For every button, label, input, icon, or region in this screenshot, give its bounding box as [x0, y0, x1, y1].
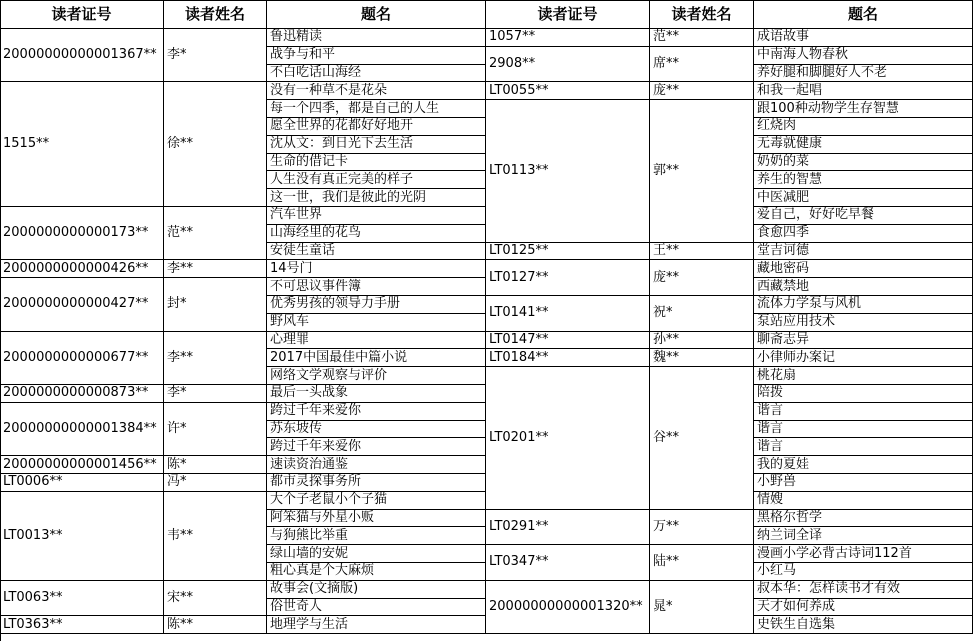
- book-title-cell: 最后一头战象: [267, 385, 486, 403]
- reader-id-cell: LT0013**: [0, 492, 164, 581]
- book-title-cell: 无毒就健康: [754, 136, 973, 154]
- book-title-cell: 野风车: [267, 314, 486, 332]
- reader-name-cell: 韦**: [164, 492, 267, 581]
- book-title-cell: 泵站应用技术: [754, 314, 973, 332]
- reader-id-cell: 2000000000000677**: [0, 332, 164, 385]
- book-title-cell: 安徒生童话: [267, 243, 486, 261]
- reader-id-cell: LT0347**: [486, 545, 650, 581]
- book-title-cell: 桃花扇: [754, 367, 973, 385]
- reader-id-cell: LT0055**: [486, 82, 650, 100]
- reader-id-cell: LT0113**: [486, 100, 650, 242]
- book-title-cell: 陪拨: [754, 385, 973, 403]
- reader-name-cell: 范**: [164, 207, 267, 260]
- reader-id-cell: 20000000000001384**: [0, 403, 164, 456]
- book-title-cell: 故事会(文摘版): [267, 581, 486, 599]
- reader-name-cell: 庞**: [650, 82, 754, 100]
- book-title-cell: 跨过千年来爱你: [267, 438, 486, 456]
- reader-name-cell: 席**: [650, 47, 754, 83]
- reader-id-cell: 2000000000000873**: [0, 385, 164, 403]
- book-title-cell: 阿笨猫与外星小贩: [267, 510, 486, 528]
- book-title-cell: 藏地密码: [754, 260, 973, 278]
- book-title-cell: 小野兽: [754, 474, 973, 492]
- book-title-cell: 不可思议事件簿: [267, 278, 486, 296]
- reader-name-cell: 谷**: [650, 367, 754, 509]
- reader-name-cell: 庞**: [650, 260, 754, 296]
- book-title-cell: 中南海人物春秋: [754, 47, 973, 65]
- reader-id-cell: 2000000000000427**: [0, 278, 164, 331]
- header-reader-name: 读者姓名: [164, 0, 267, 29]
- reader-name-cell: 范**: [650, 29, 754, 47]
- reader-id-cell: LT0201**: [486, 367, 650, 509]
- book-title-cell: 和我一起唱: [754, 82, 973, 100]
- book-title-cell: 小红马: [754, 563, 973, 581]
- book-title-cell: 跨过千年来爱你: [267, 403, 486, 421]
- book-title-cell: 绿山墙的安妮: [267, 545, 486, 563]
- reader-name-cell: 陈**: [164, 616, 267, 634]
- reader-name-cell: 魏**: [650, 349, 754, 367]
- book-title-cell: 漫画小学必背古诗词112首: [754, 545, 973, 563]
- book-title-cell: 堂吉诃德: [754, 243, 973, 261]
- book-title-cell: 成语故事: [754, 29, 973, 47]
- book-title-cell: 没有一种草不是花朵: [267, 82, 486, 100]
- reader-id-cell: 20000000000001320**: [486, 581, 650, 634]
- book-title-cell: 网络文学观察与评价: [267, 367, 486, 385]
- reader-name-cell: 万**: [650, 510, 754, 546]
- book-title-cell: 谐言: [754, 438, 973, 456]
- book-title-cell: 纳兰词全译: [754, 527, 973, 545]
- reader-name-cell: 陆**: [650, 545, 754, 581]
- reader-name-cell: 孙**: [650, 332, 754, 350]
- book-title-cell: 史铁生自选集: [754, 616, 973, 634]
- book-title-cell: 大个子老鼠小个子猫: [267, 492, 486, 510]
- book-title-cell: 每一个四季，都是自己的人生: [267, 100, 486, 118]
- book-title-cell: 不白吃话山海经: [267, 65, 486, 83]
- book-title-cell: 跟100种动物学生存智慧: [754, 100, 973, 118]
- reader-id-cell: LT0184**: [486, 349, 650, 367]
- book-title-cell: 中医减肥: [754, 189, 973, 207]
- book-title-cell: 心理罪: [267, 332, 486, 350]
- reader-name-cell: 冯*: [164, 474, 267, 492]
- reader-id-cell: LT0147**: [486, 332, 650, 350]
- reader-id-cell: 2000000000000426**: [0, 260, 164, 278]
- book-title-cell: 战争与和平: [267, 47, 486, 65]
- book-title-cell: 地理学与生活: [267, 616, 486, 634]
- book-title-cell: 叔本华：怎样读书才有效: [754, 581, 973, 599]
- book-title-cell: 俗世奇人: [267, 599, 486, 617]
- book-title-cell: 苏东坡传: [267, 421, 486, 439]
- header-title: 题名: [754, 0, 973, 29]
- book-title-cell: 鲁迅精读: [267, 29, 486, 47]
- book-title-cell: 聊斋志异: [754, 332, 973, 350]
- reader-name-cell: 李**: [164, 260, 267, 278]
- reader-id-cell: 20000000000001456**: [0, 456, 164, 474]
- book-title-cell: 汽车世界: [267, 207, 486, 225]
- book-title-cell: 14号门: [267, 260, 486, 278]
- book-title-cell: 谐言: [754, 403, 973, 421]
- header-reader-name: 读者姓名: [650, 0, 754, 29]
- book-title-cell: 2017中国最佳中篇小说: [267, 349, 486, 367]
- book-title-cell: 西藏禁地: [754, 278, 973, 296]
- book-title-cell: 养生的智慧: [754, 171, 973, 189]
- book-title-cell: 天才如何养成: [754, 599, 973, 617]
- book-title-cell: 食愈四季: [754, 225, 973, 243]
- book-title-cell: 这一世，我们是彼此的光阴: [267, 189, 486, 207]
- book-title-cell: 沈从文：到日光下去生活: [267, 136, 486, 154]
- reader-name-cell: 晁*: [650, 581, 754, 634]
- reader-name-cell: 李*: [164, 29, 267, 82]
- header-title: 题名: [267, 0, 486, 29]
- book-title-cell: 红烧肉: [754, 118, 973, 136]
- reader-name-cell: 李**: [164, 332, 267, 385]
- reader-id-cell: LT0063**: [0, 581, 164, 617]
- book-title-cell: 我的夏娃: [754, 456, 973, 474]
- book-title-cell: 情嫂: [754, 492, 973, 510]
- book-title-cell: 生命的借记卡: [267, 154, 486, 172]
- book-title-cell: 小律师办案记: [754, 349, 973, 367]
- reader-name-cell: 陈*: [164, 456, 267, 474]
- reader-name-cell: 封*: [164, 278, 267, 331]
- reader-id-cell: 1057**: [486, 29, 650, 47]
- reader-id-cell: 1515**: [0, 82, 164, 207]
- book-title-cell: 谐言: [754, 421, 973, 439]
- reader-id-cell: LT0125**: [486, 243, 650, 261]
- book-title-cell: 流体力学泵与风机: [754, 296, 973, 314]
- book-title-cell: 黑格尔哲学: [754, 510, 973, 528]
- book-title-cell: 山海经里的花鸟: [267, 225, 486, 243]
- reader-name-cell: 祝*: [650, 296, 754, 332]
- reader-id-cell: 20000000000001367**: [0, 29, 164, 82]
- book-title-cell: 人生没有真正完美的样子: [267, 171, 486, 189]
- book-title-cell: 奶奶的菜: [754, 154, 973, 172]
- header-reader-id: 读者证号: [486, 0, 650, 29]
- book-title-cell: 愿全世界的花都好好地开: [267, 118, 486, 136]
- reader-name-cell: 许*: [164, 403, 267, 456]
- reader-id-cell: LT0363**: [0, 616, 164, 634]
- reader-name-cell: 王**: [650, 243, 754, 261]
- book-title-cell: 粗心真是个大麻烦: [267, 563, 486, 581]
- reader-id-cell: LT0006**: [0, 474, 164, 492]
- reader-name-cell: 徐**: [164, 82, 267, 207]
- book-title-cell: 都市灵探事务所: [267, 474, 486, 492]
- header-reader-id: 读者证号: [0, 0, 164, 29]
- book-title-cell: 优秀男孩的领导力手册: [267, 296, 486, 314]
- reader-id-cell: LT0291**: [486, 510, 650, 546]
- book-title-cell: 爱自己，好好吃早餐: [754, 207, 973, 225]
- book-title-cell: 养好腿和脚腿好人不老: [754, 65, 973, 83]
- reader-name-cell: 宋**: [164, 581, 267, 617]
- reader-id-cell: 2000000000000173**: [0, 207, 164, 260]
- reader-name-cell: 郭**: [650, 100, 754, 242]
- reader-name-cell: 李*: [164, 385, 267, 403]
- reader-id-cell: 2908**: [486, 47, 650, 83]
- reader-id-cell: LT0127**: [486, 260, 650, 296]
- book-title-cell: 与狗熊比举重: [267, 527, 486, 545]
- reader-id-cell: LT0141**: [486, 296, 650, 332]
- book-title-cell: 速读资治通鉴: [267, 456, 486, 474]
